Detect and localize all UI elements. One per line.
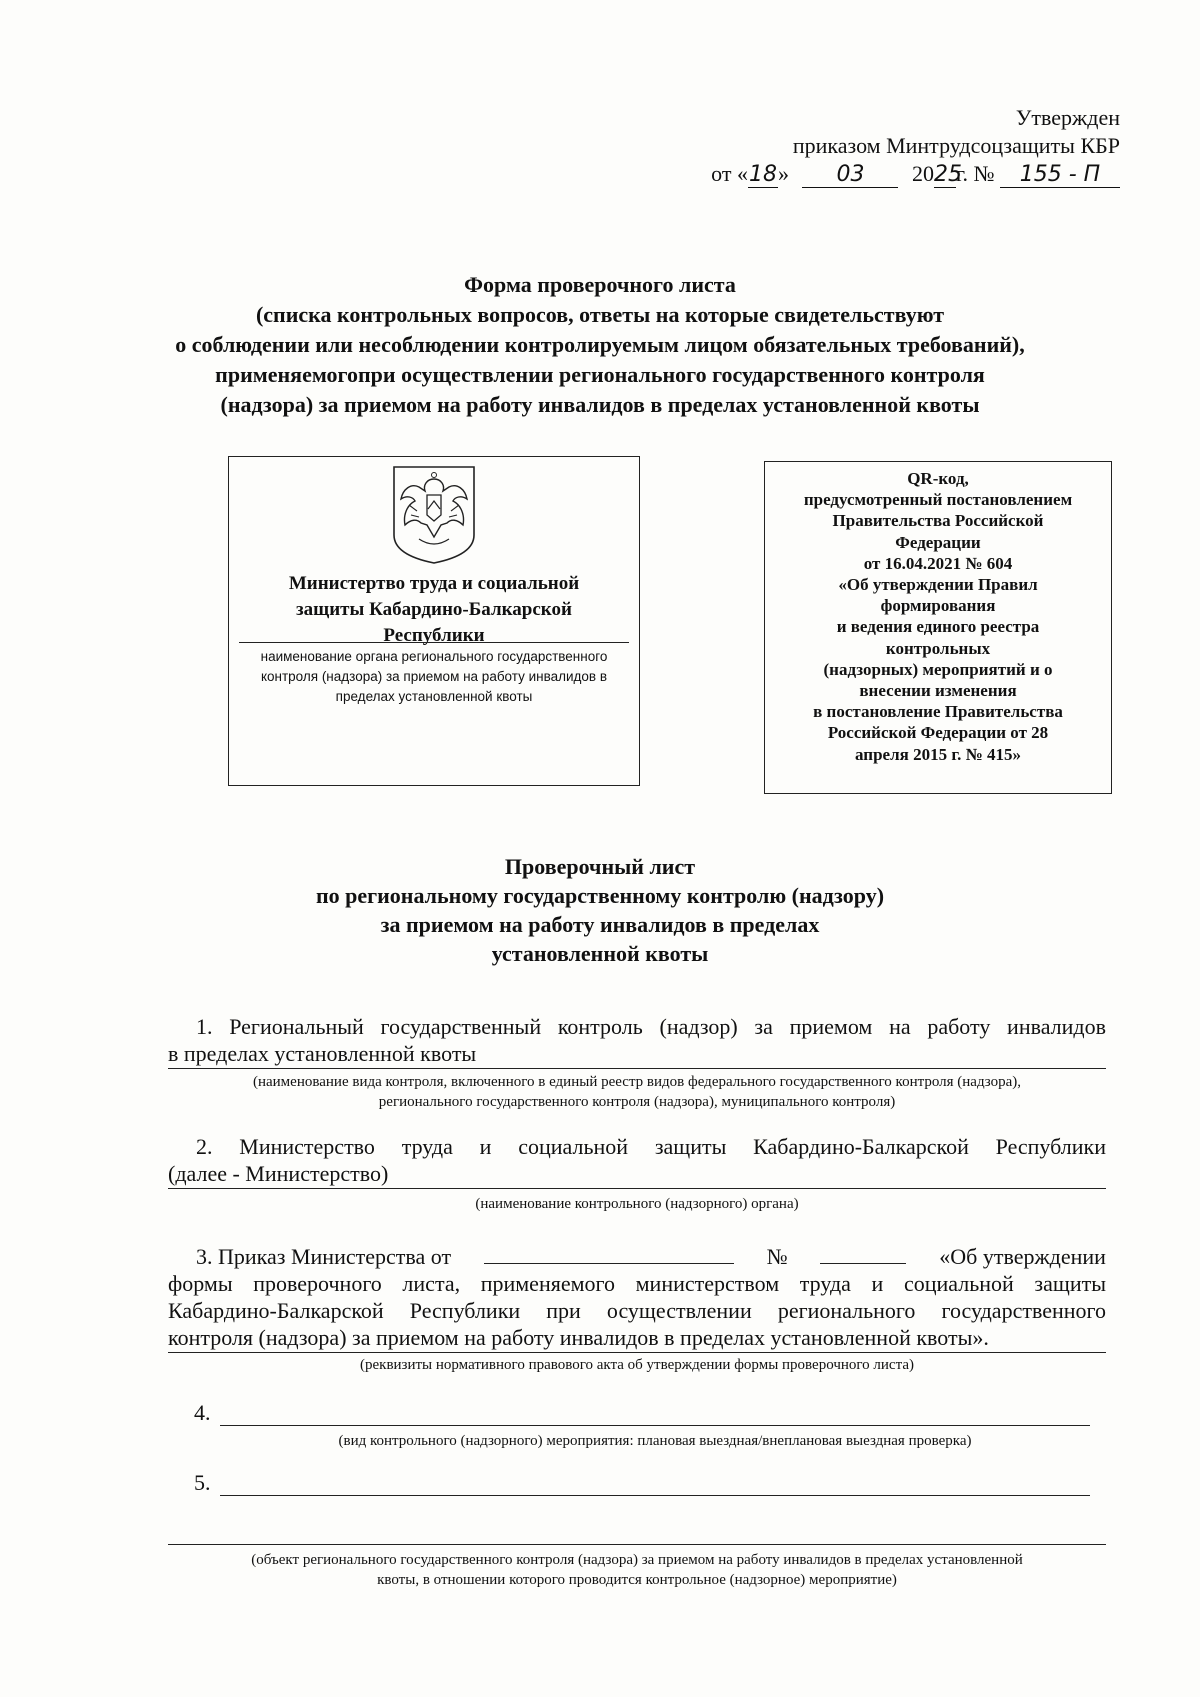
item-2-line: [168, 1188, 1106, 1189]
approval-day: 18: [748, 162, 777, 187]
org-name: Министертво труда и социальной защиты Кабардино-Балкарской Республики: [288, 573, 580, 646]
order-number-field[interactable]: [820, 1243, 906, 1264]
order-date-field[interactable]: [484, 1243, 734, 1264]
item-2: 2. Министерство труда и социальной защиты Кабардино-Балкарской Республики (далее - Министерство): [168, 1134, 1106, 1186]
approval-month: 03: [802, 163, 898, 188]
approval-block: [711, 104, 1120, 188]
item-1-line: [168, 1068, 1106, 1069]
item-1: 1. Региональный государственный контроль (надзор) за приемом на работу инвалидов в пределах установленной квоты: [168, 1014, 1106, 1066]
approval-title: Утвержден: [1015, 105, 1120, 130]
item-1-caption: (наименование вида контроля, включенного в единый реестр видов федерального государственного контроля (надзора), регионального государственного контроля (надзора), муниципального контроля): [252, 1074, 1022, 1110]
qr-code-box: [764, 461, 1112, 794]
item-3-line: [168, 1352, 1106, 1353]
org-divider: [239, 642, 629, 643]
item-4-caption: (вид контрольного (надзорного) мероприятия: плановая выездная/внеплановая выездная проверка): [338, 1433, 972, 1449]
item-5-field[interactable]: [220, 1495, 1090, 1496]
item-2-caption: (наименование контрольного (надзорного) органа): [475, 1196, 799, 1212]
item-5-number: 5.: [194, 1470, 211, 1495]
item-5-field-continuation[interactable]: [168, 1544, 1106, 1545]
approval-date-line: от «18» 03 2025г. № 155 - П: [711, 160, 1120, 188]
item-4-number: 4.: [194, 1400, 211, 1425]
checklist-title: Проверочный лист по региональному государственному контролю (надзору) за приемом на работу инвалидов в пределах установленной квоты: [315, 854, 885, 966]
kbr-coat-of-arms-icon: [389, 465, 479, 565]
item-5-caption: (объект регионального государственного контроля (надзора) за приемом на работу инвалидов в пределах установленной квоты, в отношении которого проводится контрольное (надзорное) мероприятие): [251, 1552, 1023, 1588]
item-3-caption: (реквизиты нормативного правового акта об утверждении формы проверочного листа): [360, 1357, 914, 1373]
item-3: 3. Приказ Министерства от № «Об утверждении формы проверочного листа, применяемого министерством труда и социальной защиты Кабардино-Балкарской Республики при осуществлении регионального государственного контроля (надзора) за приемом на работу инвалидов в пределах установленной квоты».: [168, 1244, 1106, 1350]
form-title: Форма проверочного листа (списка контрольных вопросов, ответы на которые свидетельствуют о соблюдении или несоблюдении контролируемым лицом обязательных требований), применяемогопри осуществлении регионального государственного контроля (надзора) за приемом на работу инвалидов в пределах установленной квоты: [175, 272, 1025, 417]
approval-year: 25: [933, 162, 962, 187]
org-box: [228, 456, 640, 786]
approval-order-line: приказом Минтрудсоцзащиты КБР: [792, 133, 1120, 158]
item-4-field[interactable]: [220, 1425, 1090, 1426]
qr-code-description: QR-код, предусмотренный постановлением Правительства Российской Федерации от 16.04.2021 № 604 «Об утверждении Правил формирования и ведения единого реестра контрольных (надзорных) мероприятий и о внесении изменения в постановление Правительства Российской Федерации от 28 апреля 2015 г. № 415»: [803, 469, 1073, 764]
approval-number: 155 - П: [1000, 163, 1120, 188]
org-caption: наименование органа регионального государственного контроля (надзора) за приемом на работу инвалидов в пределах установленной квоты: [260, 649, 608, 704]
